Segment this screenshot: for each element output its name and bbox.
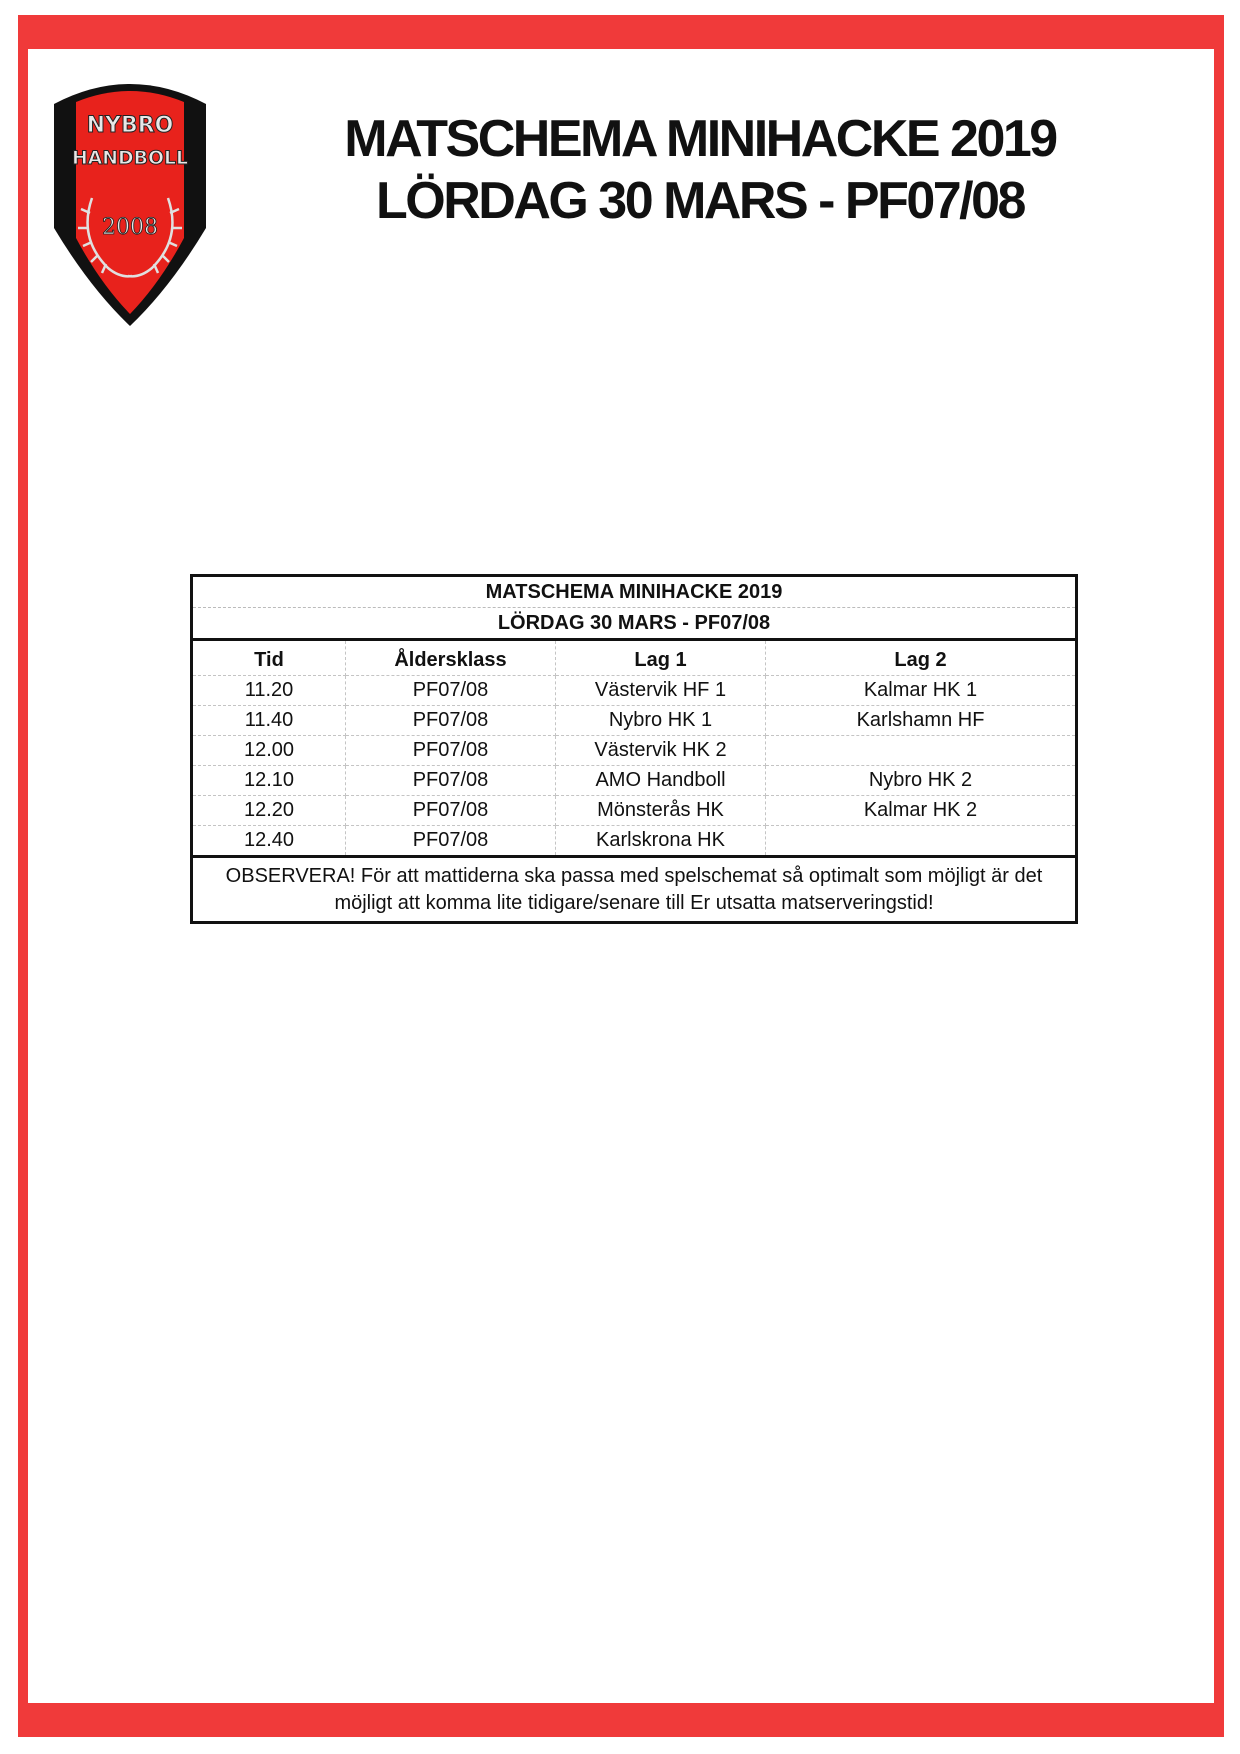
table-cell-team-2: Nybro HK 2 [766,766,1075,796]
page-frame-left [18,15,28,1737]
logo-text-year: 2008 [102,215,158,240]
club-crest-icon [50,68,210,330]
table-grid [193,641,1075,855]
table-cell-team-2 [766,826,1075,855]
logo-text-name-2: HANDBOLL [72,147,188,169]
column-header-tid: Tid [193,641,346,676]
table-cell-class: PF07/08 [346,706,556,736]
table-note-line-1: OBSERVERA! För att mattiderna ska passa med spelschemat så optimalt som möjligt är det [225,865,1043,887]
table-caption-line-2: LÖRDAG 30 MARS - PF07/08 [193,608,1075,641]
table-cell-team-2: Kalmar HK 1 [766,676,1075,706]
table-cell-time: 12.20 [193,796,346,826]
table-note-line-2: möjligt att komma lite tidigare/senare till Er utsatta matserveringstid! [334,892,934,914]
page-title-line-2: LÖRDAG 30 MARS - PF07/08 [376,172,1024,230]
table-cell-class: PF07/08 [346,676,556,706]
table-cell-team-2 [766,736,1075,766]
table-cell-class: PF07/08 [346,736,556,766]
table-cell-class: PF07/08 [346,796,556,826]
table-cell-team-2: Karlshamn HF [766,706,1075,736]
table-cell-team-1: Västervik HK 2 [556,736,766,766]
column-header-lag-2: Lag 2 [766,641,1075,676]
table-cell-time: 11.40 [193,706,346,736]
club-logo [50,68,210,330]
schedule-table [190,574,1078,924]
table-cell-time: 12.00 [193,736,346,766]
table-caption-line-1: MATSCHEMA MINIHACKE 2019 [193,577,1075,608]
table-note [193,855,1075,921]
page-frame-right [1214,15,1224,1737]
page-title-line-1: MATSCHEMA MINIHACKE 2019 [344,110,1056,168]
table-cell-team-1: Västervik HF 1 [556,676,766,706]
table-cell-team-2: Kalmar HK 2 [766,796,1075,826]
table-cell-team-1: Karlskrona HK [556,826,766,855]
table-cell-class: PF07/08 [346,766,556,796]
page-title [300,108,1100,232]
column-header-lag-1: Lag 1 [556,641,766,676]
page-frame-bottom [18,1703,1224,1737]
column-header-aldersklass: Åldersklass [346,641,556,676]
page-frame-top [18,15,1224,49]
logo-text-name-1: NYBRO [86,113,174,138]
table-cell-class: PF07/08 [346,826,556,855]
table-cell-team-1: Mönsterås HK [556,796,766,826]
table-cell-team-1: Nybro HK 1 [556,706,766,736]
table-cell-time: 12.10 [193,766,346,796]
table-cell-time: 11.20 [193,676,346,706]
table-cell-team-1: AMO Handboll [556,766,766,796]
table-cell-time: 12.40 [193,826,346,855]
